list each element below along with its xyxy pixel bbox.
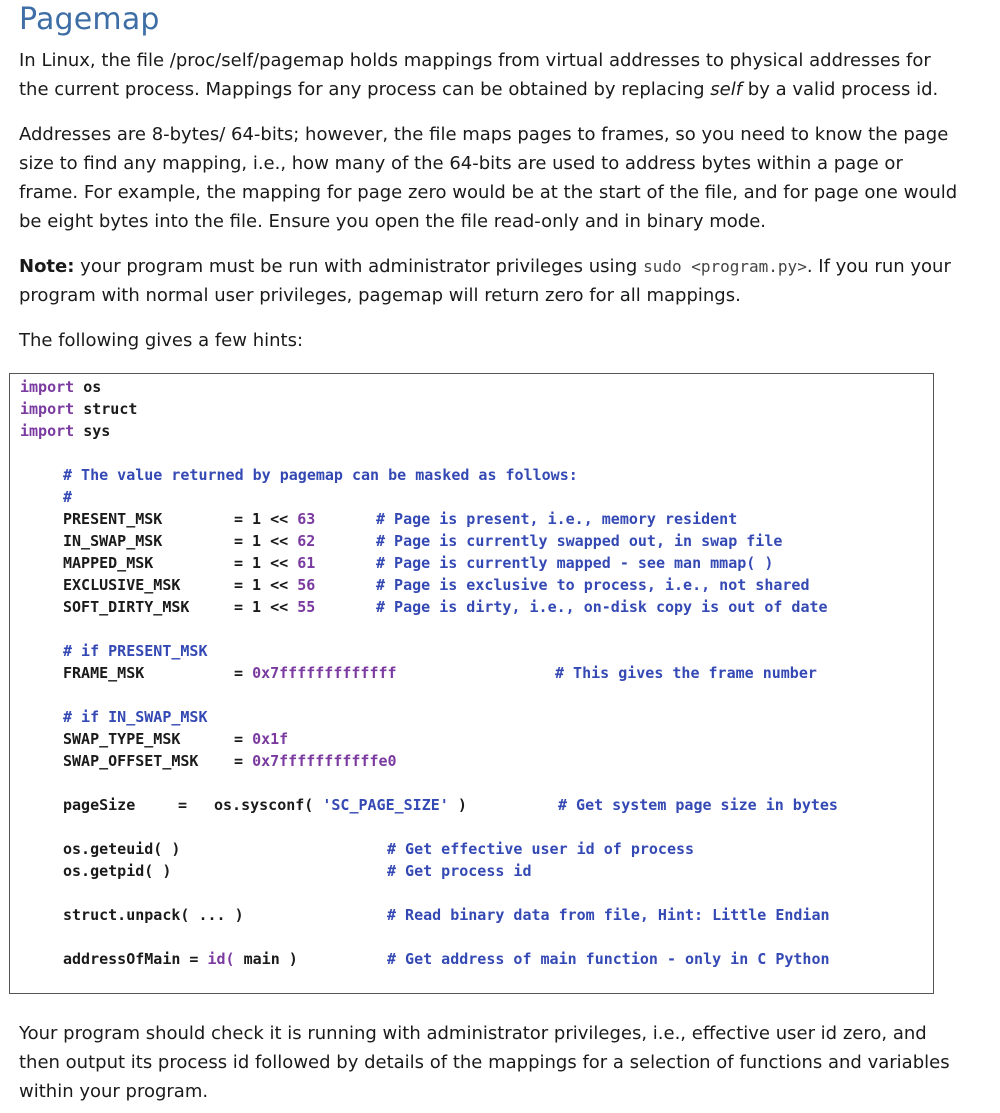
mask-eq: = 1 <<: [234, 510, 289, 528]
import-module: sys: [83, 422, 111, 440]
mask-eq: = 1 <<: [234, 576, 289, 594]
code-swap-type-value: [234, 729, 288, 749]
code-mask-mapped: MAPPED_MSK: [63, 554, 154, 572]
intro-text-a: In Linux, the file /proc/self/pagemap holds mappings from virtual addresses to physical addresses for the current process. Mappings for any process can be obtained by replacing: [19, 50, 931, 100]
pagesize-func: os.sysconf(: [214, 796, 314, 814]
page-title: Pagemap: [19, 2, 160, 37]
code-address-comment: # Get address of main function - only in C Python: [387, 950, 830, 968]
code-comment-present: # if PRESENT_MSK: [63, 642, 208, 660]
code-address-of-main: [63, 949, 298, 969]
mask-shift: 63: [297, 510, 316, 528]
mask-shift: 56: [297, 576, 316, 594]
code-mask-soft-dirty-value: [234, 597, 315, 617]
hints-intro: The following gives a few hints:: [19, 330, 304, 351]
note-label: Note:: [19, 256, 75, 277]
code-geteuid: os.geteuid( ): [63, 840, 181, 858]
import-module: os: [83, 378, 102, 396]
import-keyword: import: [20, 400, 75, 418]
pagesize-close: ): [457, 796, 467, 814]
addr-lhs: addressOfMain =: [63, 950, 199, 968]
closing-paragraph: Your program should check it is running with administrator privileges, i.e., effective user id zero, and then output its process id followed by details of the mappings for a selection of functions and variables within your program.: [19, 1023, 950, 1102]
swap-offset-hex: 0x7fffffffffffe0: [252, 752, 397, 770]
code-geteuid-comment: # Get effective user id of process: [387, 840, 695, 858]
code-comment-mask-intro: # The value returned by pagemap can be masked as follows:: [63, 466, 578, 484]
code-swap-type-name: SWAP_TYPE_MSK: [63, 730, 181, 748]
note-text-b: . If you run your program with normal user privileges, pagemap will return zero for all mappings.: [19, 256, 951, 306]
code-comment-swap: # if IN_SWAP_MSK: [63, 708, 208, 726]
note-text-a: your program must be run with administrator privileges using: [74, 256, 644, 277]
code-mask-exclusive-value: [234, 575, 315, 595]
mask-eq: = 1 <<: [234, 598, 289, 616]
code-pagesize-comment: # Get system page size in bytes: [558, 796, 838, 814]
intro-emphasis: self: [710, 79, 743, 100]
swap-type-hex: 0x1f: [252, 730, 289, 748]
code-mask-present-comment: # Page is present, i.e., memory resident: [376, 510, 738, 528]
import-keyword: import: [20, 422, 75, 440]
code-mask-exclusive-comment: # Page is exclusive to process, i.e., not shared: [376, 576, 810, 594]
code-mask-exclusive: EXCLUSIVE_MSK: [63, 576, 181, 594]
code-unpack: struct.unpack( ... ): [63, 906, 244, 924]
intro-text-b: by a valid process id.: [742, 79, 939, 100]
note-code: sudo <program.py>: [643, 257, 807, 276]
code-mask-mapped-comment: # Page is currently mapped - see man mmap( ): [376, 554, 774, 572]
swap-type-eq: =: [234, 730, 244, 748]
code-getpid: os.getpid( ): [63, 862, 172, 880]
mask-shift: 55: [297, 598, 316, 616]
code-block: [9, 373, 934, 994]
code-import-struct: [20, 399, 137, 419]
code-pagesize-name: pageSize: [63, 796, 136, 814]
code-frame-value: [234, 663, 397, 683]
addr-id-func: id(: [207, 950, 235, 968]
mask-shift: 62: [297, 532, 316, 550]
mask-eq: = 1 <<: [234, 554, 289, 572]
code-swap-offset-value: [234, 751, 397, 771]
mask-eq: = 1 <<: [234, 532, 289, 550]
code-pagesize-call: [214, 795, 467, 815]
code-mask-mapped-value: [234, 553, 315, 573]
addresses-paragraph: Addresses are 8-bytes/ 64-bits; however, the file maps pages to frames, so you need to know the page size to find any mapping, i.e., how many of the 64-bits are used to address bytes within a page or frame. For example, the mapping for page zero would be at the start of the file, and for page one would be eight bytes into the file. Ensure you open the file read-only and in binary mode.: [19, 124, 958, 232]
swap-offset-eq: =: [234, 752, 244, 770]
import-keyword: import: [20, 378, 75, 396]
code-mask-in-swap-value: [234, 531, 315, 551]
code-frame-comment: # This gives the frame number: [555, 664, 817, 682]
code-swap-offset-name: SWAP_OFFSET_MSK: [63, 752, 199, 770]
code-mask-soft-dirty-comment: # Page is dirty, i.e., on-disk copy is out of date: [376, 598, 828, 616]
intro-paragraph: [19, 46, 959, 104]
code-frame-name: FRAME_MSK: [63, 664, 145, 682]
code-mask-in-swap: IN_SWAP_MSK: [63, 532, 163, 550]
code-comment-hash: #: [63, 488, 73, 506]
addr-arg: main ): [243, 950, 298, 968]
pagesize-arg: 'SC_PAGE_SIZE': [322, 796, 449, 814]
code-pagesize-eq: =: [178, 796, 188, 814]
note-paragraph: [19, 252, 959, 310]
code-mask-soft-dirty: SOFT_DIRTY_MSK: [63, 598, 190, 616]
mask-shift: 61: [297, 554, 316, 572]
code-mask-in-swap-comment: # Page is currently swapped out, in swap file: [376, 532, 783, 550]
code-mask-present-value: [234, 509, 315, 529]
code-getpid-comment: # Get process id: [387, 862, 532, 880]
frame-hex: 0x7fffffffffffff: [252, 664, 397, 682]
code-import-os: [20, 377, 101, 397]
code-import-sys: [20, 421, 110, 441]
code-mask-present: PRESENT_MSK: [63, 510, 163, 528]
import-module: struct: [83, 400, 138, 418]
frame-eq: =: [234, 664, 244, 682]
code-unpack-comment: # Read binary data from file, Hint: Little Endian: [387, 906, 830, 924]
